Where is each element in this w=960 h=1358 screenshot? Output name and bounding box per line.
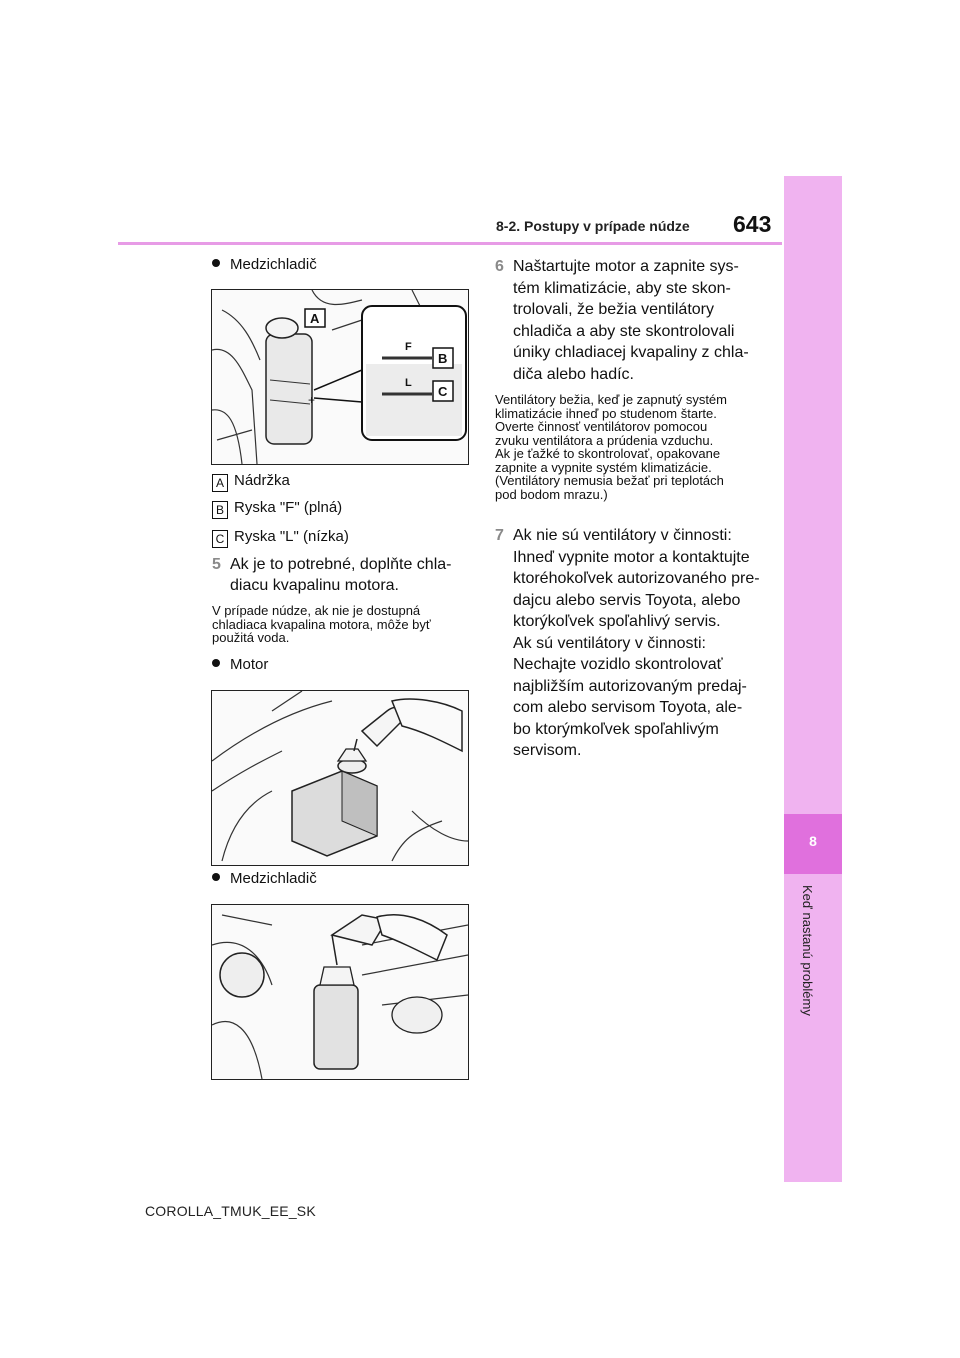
bullet-motor (212, 656, 268, 673)
svg-text:+: + (308, 393, 316, 407)
note-line: chladiaca kvapalina motora, môže byť (212, 616, 431, 632)
level-mark-f: F (405, 341, 412, 353)
label-a-row (212, 471, 290, 491)
figure-engine-fill (211, 690, 469, 866)
step-line: chladiča a aby ste skontrolovali (513, 322, 735, 340)
chapter-number: 8 (809, 833, 817, 849)
step-5 (212, 554, 451, 596)
engine-fill-illustration (212, 691, 468, 865)
step-number: 5 (212, 556, 221, 573)
step-line: Ihneď vypnite motor a kontaktujte (513, 548, 750, 566)
bullet-intercooler-2 (212, 870, 317, 887)
note-line: (Ventilátory nemusia bežať pri teplotách (495, 473, 724, 488)
label-badge-c: C (212, 530, 228, 548)
level-mark-l: L (405, 377, 412, 389)
step-line: servisom. (513, 742, 582, 759)
step-7 (495, 525, 760, 762)
reservoir-illustration (212, 290, 468, 464)
page-number: 643 (733, 211, 772, 237)
bullet-text: Motor (230, 656, 269, 673)
section-title: 8-2. Postupy v prípade núdze (496, 218, 690, 234)
step-line: trolovali, že bežia ventilátory (513, 301, 714, 318)
note-line: V prípade núdze, ak nie je dostupná (212, 603, 421, 618)
note-line: Ventilátory bežia, keď je zapnutý systém (495, 392, 727, 407)
note-line: klimatizácie ihneď po studenom štarte. (495, 405, 717, 421)
callout-c: C (438, 384, 448, 399)
note-line: pod bodom mrazu.) (495, 486, 608, 502)
step-line: Ak nie sú ventilátory v činnosti: (513, 527, 732, 544)
chapter-title-vertical (778, 885, 848, 1035)
bullet-text: Medzichladič (230, 256, 317, 273)
note-line: Overte činnosť ventilátorov pomocou (495, 419, 708, 434)
note-line: Ak je ťažké to skontrolovať, opakovane (495, 446, 721, 461)
label-b-row (212, 498, 342, 518)
step-line: diacu kvapalinu motora. (230, 577, 399, 594)
step-number: 6 (495, 258, 504, 275)
step-line: Nechajte vozidlo skontrolovať (513, 656, 723, 673)
step-line: najbližším autorizovaným predaj- (513, 677, 747, 695)
label-a-text: Nádržka (234, 472, 290, 489)
step-line: bo ktorýmkoľvek spoľahlivým (513, 720, 719, 738)
callout-a: A (310, 311, 320, 326)
figure-intercooler-fill (211, 904, 469, 1080)
bullet-icon (212, 259, 220, 267)
step-line: diča alebo hadíc. (513, 365, 634, 383)
figure-reservoir-level (211, 289, 469, 465)
callout-b: B (438, 351, 448, 366)
note-line: zapnite a vypnite systém klimatizácie. (495, 459, 712, 475)
step-line: Ak je to potrebné, doplňte chla- (230, 556, 452, 573)
step-line: com alebo servisom Toyota, ale- (513, 699, 743, 716)
footer-code: COROLLA_TMUK_EE_SK (145, 1203, 316, 1219)
step-line: tém klimatizácie, aby ste skon- (513, 279, 731, 297)
label-badge-b: B (212, 501, 228, 519)
intercooler-fill-illustration (212, 905, 468, 1079)
note-line: zvuku ventilátora a prúdenia vzduchu. (495, 432, 714, 448)
step-6 (495, 256, 749, 385)
step-line: ktoréhokoľvek autorizovaného pre- (513, 570, 760, 587)
note-step-5 (212, 604, 431, 645)
label-b-text: Ryska "F" (plná) (234, 499, 343, 516)
label-c-text: Ryska "L" (nízka) (234, 528, 349, 545)
bullet-icon (212, 659, 220, 667)
chapter-title: Keď nastanú problémy (800, 885, 815, 1016)
step-line: Ak sú ventilátory v činnosti: (513, 634, 706, 652)
note-line: použitá voda. (212, 630, 290, 645)
bullet-intercooler-1 (212, 256, 317, 273)
label-c-row (212, 527, 349, 547)
step-line: ktorýkoľvek spoľahlivý servis. (513, 613, 721, 630)
bullet-icon (212, 873, 220, 881)
step-line: dajcu alebo servis Toyota, alebo (513, 591, 741, 609)
step-line: úniky chladiacej kvapaliny z chla- (513, 344, 749, 361)
step-line: Naštartujte motor a zapnite sys- (513, 258, 739, 275)
bullet-text: Medzichladič (230, 870, 317, 887)
step-number: 7 (495, 527, 504, 544)
note-step-6 (495, 393, 727, 501)
header-rule (118, 242, 782, 245)
label-badge-a: A (212, 474, 228, 492)
